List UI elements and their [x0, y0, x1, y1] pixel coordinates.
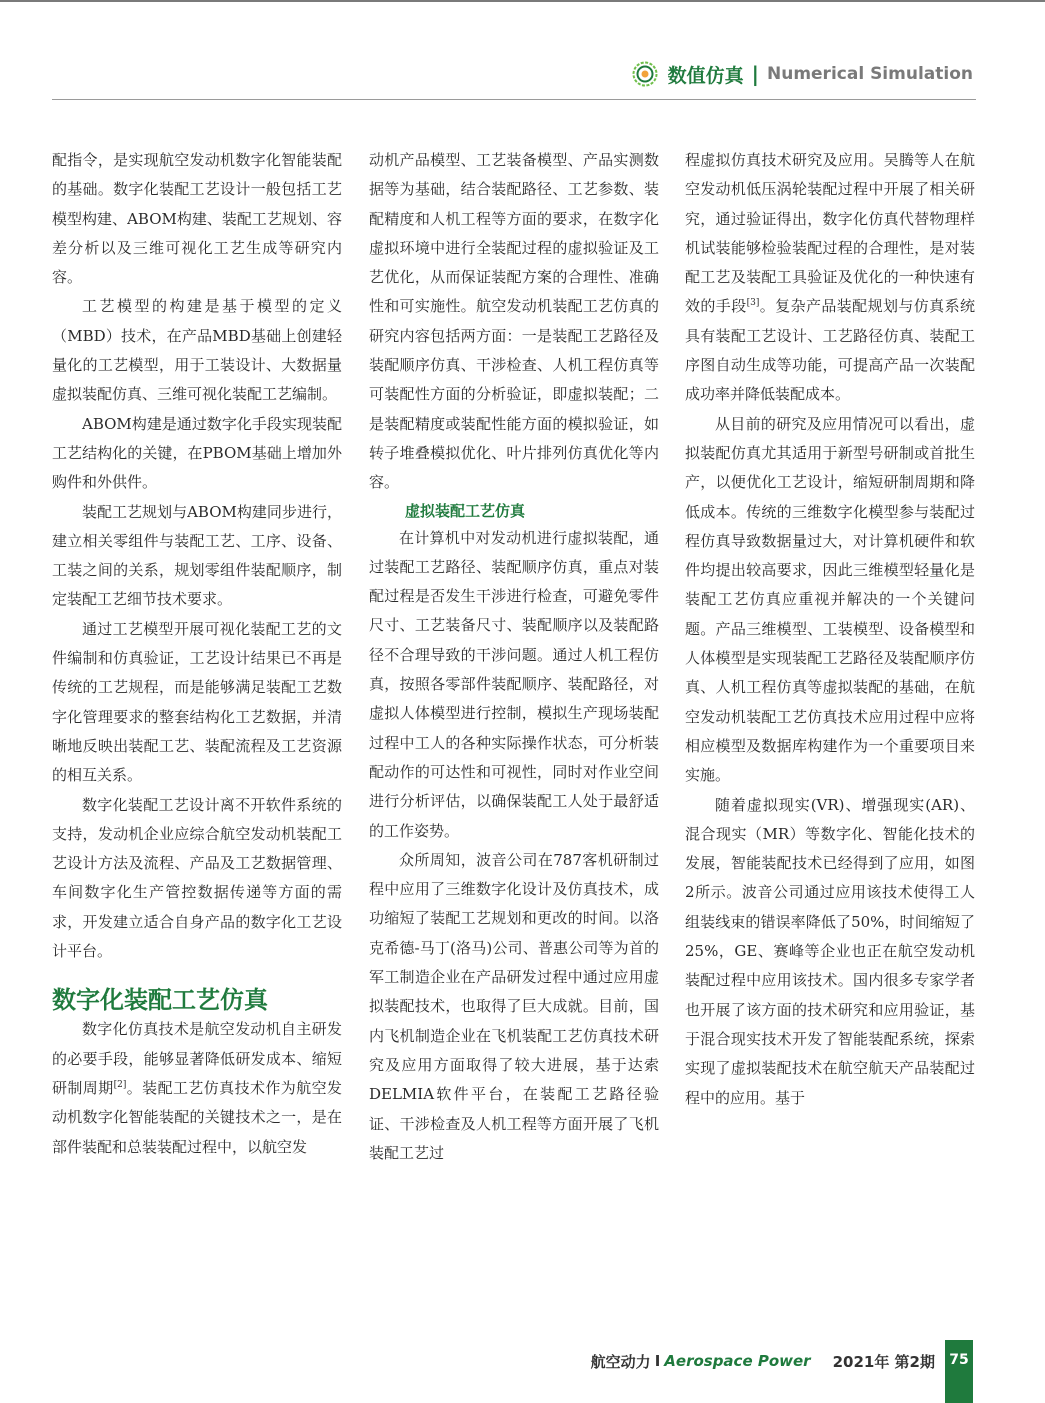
paragraph-text: 。装配工艺仿真技术作为航空发动机数字化智能装配的关键技术之一，是在部件装配和总装装配过程中，以航空发 — [52, 1078, 342, 1156]
journal-name-en: Aerospace Power — [664, 1352, 811, 1370]
paragraph — [685, 146, 975, 410]
paragraph: 工艺模型的构建是基于模型的定义（MBD）技术，在产品MBD基础上创建轻量化的工艺模型，用于工装设计、大数据量虚拟装配仿真、三维可视化装配工艺编制。 — [52, 297, 342, 404]
text-column-1 — [52, 146, 342, 1162]
paragraph: ABOM构建是通过数字化手段实现装配工艺结构化的关键，在PBOM基础上增加外购件和外供件。 — [52, 414, 342, 492]
issue-label: 2021年 第2期 — [832, 1352, 935, 1371]
page-number: 75 — [945, 1340, 973, 1403]
header-rule — [52, 99, 976, 100]
section-header — [632, 60, 973, 88]
journal-separator: I — [654, 1352, 661, 1370]
section-title-cn: 数值仿真 — [667, 64, 744, 87]
paragraph-text: 。复杂产品装配规划与仿真系统具有装配工艺设计、工艺路径仿真、装配工序图自动生成等功能，可提高产品一次装配成功率并降低装配成本。 — [685, 297, 975, 404]
paragraph: 动机产品模型、工艺装备模型、产品实测数据等为基础，结合装配路径、工艺参数、装配精度和人机工程等方面的要求，在数字化虚拟环境中进行全装配过程的虚拟验证及工艺优化，从而保证装配方案的合理性、准确性和可实施性。航空发动机装配工艺仿真的研究内容包括两方面：一是装配工艺路径及装配顺序仿真、干涉检查、人机工程仿真等可装配性方面的分析验证，即虚拟装配；二是装配精度或装配性能方面的模拟验证，如转子堆叠模拟优化、叶片排列仿真优化等内容。 — [369, 151, 659, 492]
text-column-3 — [685, 146, 975, 1113]
paragraph-text: 程虚拟仿真技术研究及应用。吴腾等人在航空发动机低压涡轮装配过程中开展了相关研究，通过验证得出，数字化仿真代替物理样机试装能够检验装配过程的合理性，是对装配工艺及装配工具验证及优化的一种快速有效的手段 — [685, 151, 975, 316]
paragraph: 通过工艺模型开展可视化装配工艺的文件编制和仿真验证，工艺设计结果已不再是传统的工艺规程，而是能够满足装配工艺数字化管理要求的整套结构化工艺数据，并清晰地反映出装配工艺、装配流程及工艺资源的相互关系。 — [52, 619, 342, 785]
subsection-heading: 虚拟装配工艺仿真 — [405, 501, 526, 520]
text-column-2 — [369, 146, 659, 1168]
section-title-separator: | — [751, 62, 759, 86]
top-border-rule — [0, 0, 1045, 2]
paragraph: 从目前的研究及应用情况可以看出，虚拟装配仿真尤其适用于新型号研制或首批生产，以便优化工艺设计，缩短研制周期和降低成本。传统的三维数字化模型参与装配过程仿真导致数据量过大，对计算机硬件和软件均提出较高要求，因此三维模型轻量化是装配工艺仿真应重视并解决的一个关键问题。产品三维模型、工装模型、设备模型和人体模型是实现装配工艺路径及装配顺序仿真、人机工程仿真等虚拟装配的基础，在航空发动机装配工艺仿真技术应用过程中应将相应模型及数据库构建作为一个重要项目来实施。 — [685, 414, 975, 785]
paragraph: 数字化装配工艺设计离不开软件系统的支持，发动机企业应综合航空发动机装配工艺设计方法及流程、产品及工艺数据管理、车间数字化生产管控数据传递等方面的需求，开发建立适合自身产品的数字化工艺设计平台。 — [52, 795, 342, 961]
page-footer — [591, 1350, 935, 1372]
journal-name-cn: 航空动力 — [590, 1352, 651, 1371]
paragraph: 配指令，是实现航空发动机数字化智能装配的基础。数字化装配工艺设计一般包括工艺模型构建、ABOM构建、装配工艺规划、容差分析以及三维可视化工艺生成等研究内容。 — [52, 151, 342, 287]
section-title-en: Numerical Simulation — [766, 64, 973, 84]
paragraph: 在计算机中对发动机进行虚拟装配，通过装配工艺路径、装配顺序仿真，重点对装配过程是否发生干涉进行检查，可避免零件尺寸、工艺装备尺寸、装配顺序以及装配路径不合理导致的干涉问题。通过人机工程仿真，按照各零部件装配顺序、装配路径，对虚拟人体模型进行控制，模拟生产现场装配过程中工人的各种实际操作状态，可分析装配动作的可达性和可视性，同时对作业空间进行分析评估，以确保装配工人处于最舒适的工作姿势。 — [369, 528, 659, 840]
paragraph: 随着虚拟现实(VR)、增强现实(AR)、混合现实（MR）等数字化、智能化技术的发展，智能装配技术已经得到了应用，如图2所示。波音公司通过应用该技术使得工人组装线束的错误率降低了50%，时间缩短了25%，GE、赛峰等企业也正在航空发动机装配过程中应用该技术。国内很多专家学者也开展了该方面的技术研究和应用验证，基于混合现实技术开发了智能装配系统，探索实现了虚拟装配技术在航空航天产品装配过程中的应用。基于 — [685, 795, 975, 1107]
citation-ref: [2] — [113, 1079, 127, 1090]
paragraph — [52, 1015, 342, 1161]
citation-ref: [3] — [746, 298, 760, 309]
concentric-rings-logo-icon — [632, 61, 658, 87]
section-heading: 数字化装配工艺仿真 — [52, 986, 268, 1015]
paragraph: 众所周知，波音公司在787客机研制过程中应用了三维数字化设计及仿真技术，成功缩短了装配工艺规划和更改的时间。以洛克希德-马丁(洛马)公司、普惠公司等为首的军工制造企业在产品研发过程中通过应用虚拟装配技术，也取得了巨大成就。目前，国内飞机制造企业在飞机装配工艺仿真技术研究及应用方面取得了较大进展，基于达索DELMIA软件平台，在装配工艺路径验证、干涉检查及人机工程等方面开展了飞机装配工艺过 — [369, 850, 659, 1162]
paragraph-text: 数字化仿真技术是航空发动机自主研发的必要手段，能够显著降低研发成本、缩短研制周期 — [52, 1020, 342, 1097]
paragraph: 装配工艺规划与ABOM构建同步进行，建立相关零组件与装配工艺、工序、设备、工装之间的关系，规划零组件装配顺序，制定装配工艺细节技术要求。 — [52, 502, 342, 609]
